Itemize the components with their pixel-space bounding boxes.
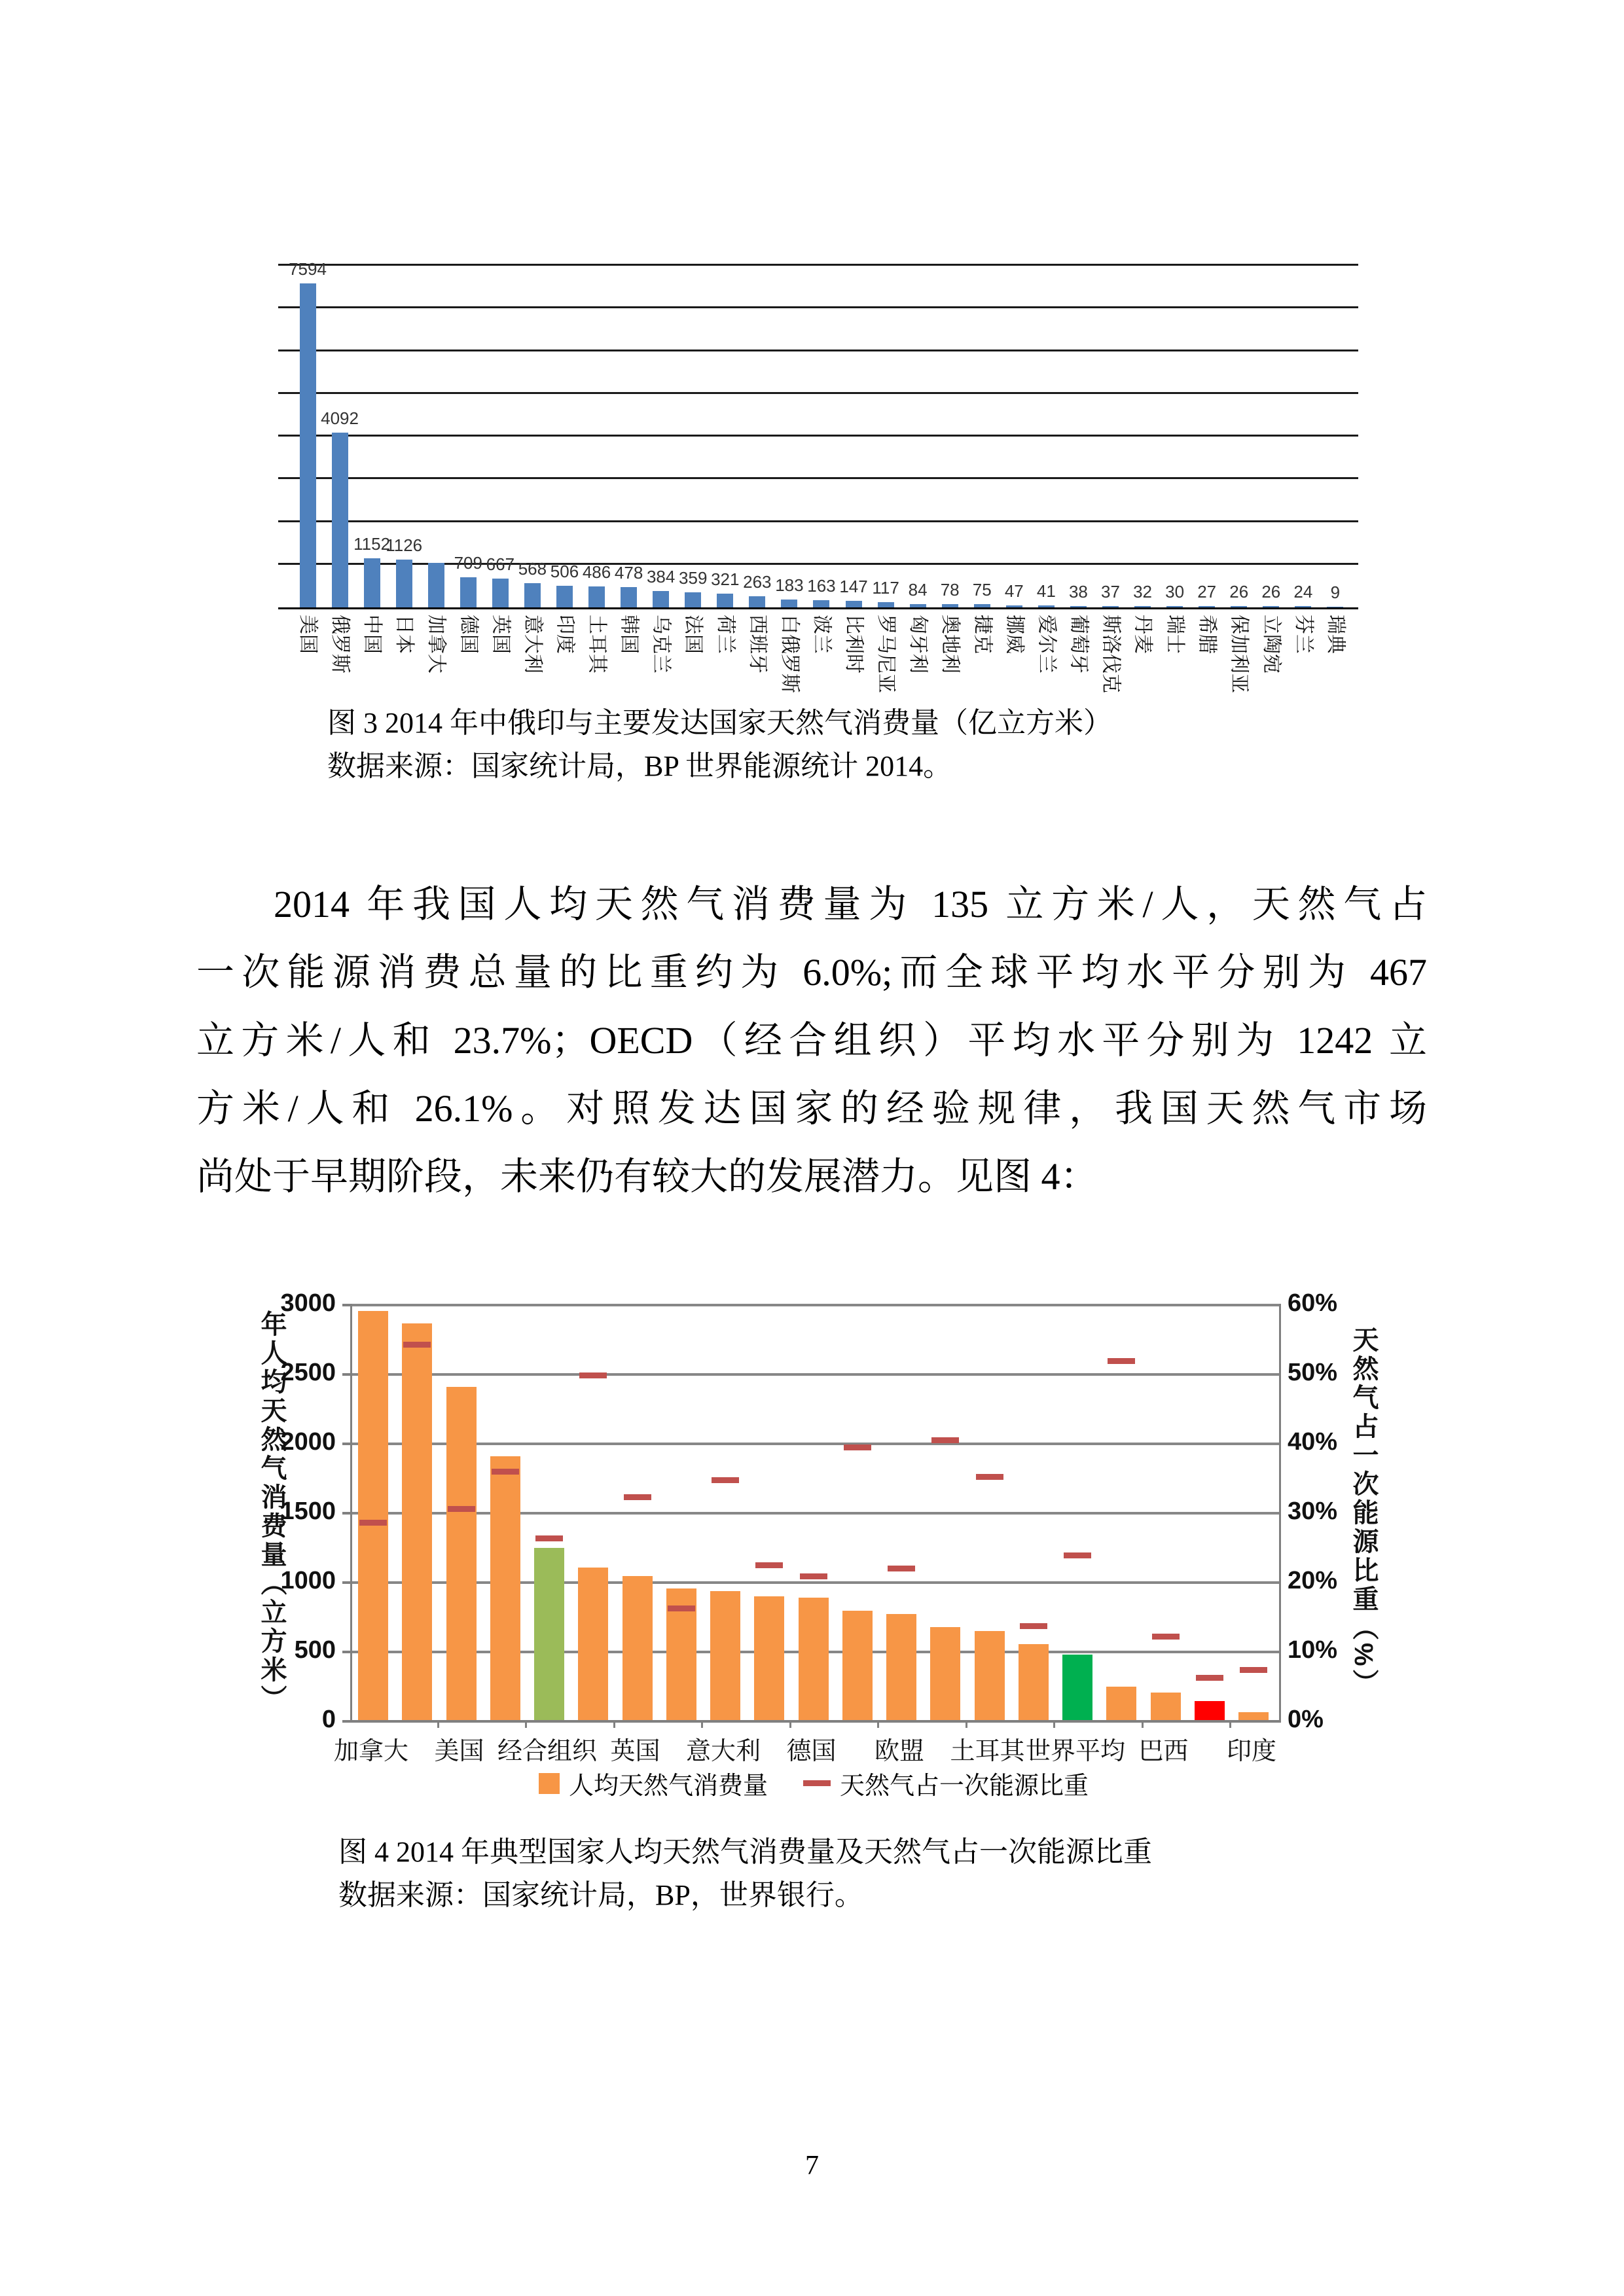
x-axis-label-意大利: 意大利 [522,615,544,673]
x-axis-label-希腊: 希腊 [1196,615,1218,654]
bar [754,1596,784,1720]
x-axis-label-荷兰: 荷兰 [714,615,736,654]
share-marker [800,1573,827,1579]
bar-波兰 [813,600,829,607]
bar-世界平均 [1062,1655,1092,1720]
x-tick-mark [437,1720,439,1728]
x-axis-label-俄罗斯: 俄罗斯 [329,615,352,673]
x-axis-label-斯洛伐克: 斯洛伐克 [1100,615,1122,693]
left-tick-mark [342,1443,350,1445]
bar-西班牙 [749,596,765,607]
bar-value-label: 26 [1261,582,1281,602]
bar-加拿大 [428,563,444,607]
bar-value-label: 84 [908,579,928,600]
bar-value-label: 667 [486,554,515,575]
bar-比利时 [846,601,862,607]
bar-经合组织 [534,1548,564,1720]
bar-value-label: 263 [743,571,772,592]
bar-英国 [492,579,509,607]
bar-德国 [460,577,477,607]
left-axis-tick: 2000 [280,1428,336,1456]
body-text-line: 方米/人和 26.1%。对照发达国家的经验规律，我国天然气市场 [196,1087,1427,1130]
bar-爱尔兰 [1038,605,1055,607]
bar-value-label: 75 [972,580,992,600]
bar [842,1611,873,1720]
bar-value-label: 147 [839,577,868,597]
x-axis-label-奥地利: 奥地利 [939,615,962,673]
x-axis-label-土耳其: 土耳其 [586,615,608,673]
left-axis-tick: 0 [321,1706,336,1733]
left-axis-tick: 1500 [280,1498,336,1525]
bar-value-label: 38 [1068,581,1088,601]
legend-bar-label: 人均天然气消费量 [568,1772,768,1800]
bar-芬兰 [1295,606,1311,607]
bar [930,1627,960,1720]
gridline [352,1373,1279,1376]
share-marker [535,1535,563,1541]
page-number: 7 [805,2151,819,2181]
bar-土耳其 [975,1631,1005,1720]
gridline [278,392,1358,394]
bar [490,1456,520,1720]
x-axis-label-葡萄牙: 葡萄牙 [1068,615,1090,673]
gridline [278,435,1358,437]
gridline [278,520,1358,522]
x-axis-label-芬兰: 芬兰 [1292,615,1314,654]
bar-value-label: 478 [614,562,643,583]
bar-value-label: 1126 [386,535,423,555]
figure-4-right-axis-title: 天然气占一次能源比重（%） [1349,1326,1378,1698]
x-axis-label-法国: 法国 [682,615,704,654]
x-tick-mark [965,1720,967,1728]
figure3-caption-title: 图 3 2014 年中俄印与主要发达国家天然气消费量（亿立方米） [327,707,1112,739]
bar-value-label: 26 [1229,582,1249,602]
share-marker [888,1566,915,1571]
x-axis-label-丹麦: 丹麦 [1132,615,1154,654]
x-axis-label-乌克兰: 乌克兰 [650,615,672,673]
x-tick-mark [789,1720,791,1728]
bar-法国 [685,592,701,607]
bar-奥地利 [942,604,958,607]
bar-捷克 [974,604,990,607]
x-tick-mark [701,1720,703,1728]
x-tick-mark [1053,1720,1055,1728]
bar-value-label: 709 [454,552,482,573]
x-tick-mark [1142,1720,1144,1728]
x-axis-label-瑞典: 瑞典 [1324,615,1346,654]
share-marker [668,1605,695,1611]
bar [1195,1701,1225,1720]
left-axis-tick: 1000 [280,1567,336,1594]
bar-印度 [556,586,573,607]
bar-value-label: 506 [550,561,579,581]
left-tick-mark [342,1651,350,1653]
share-marker [844,1444,871,1450]
gridline [352,1304,1279,1306]
left-tick-mark [342,1304,350,1306]
figure-4-chart [257,1289,1378,1840]
x-axis-label-美国: 美国 [434,1738,484,1765]
bar-value-label: 359 [679,567,708,588]
x-axis-label-中国: 中国 [361,615,384,654]
figure-4-legend [350,1765,1277,1801]
body-text-line: 尚处于早期阶段，未来仍有较大的发展潜力。见图 4： [196,1155,1098,1198]
x-axis-label-欧盟: 欧盟 [874,1738,924,1765]
bar-value-label: 183 [775,575,804,596]
gridline [278,306,1358,308]
x-tick-mark [613,1720,615,1728]
bar [578,1568,608,1720]
bar-美国 [300,283,316,608]
bar-value-label: 163 [807,576,836,596]
figure4-caption-title: 图 4 2014 年典型国家人均天然气消费量及天然气占一次能源比重 [338,1836,1152,1868]
bar-value-label: 384 [646,566,676,586]
gridline [278,477,1358,479]
share-marker [976,1474,1003,1480]
legend-bar-swatch [539,1773,560,1794]
x-axis-label-爱尔兰: 爱尔兰 [1036,615,1058,673]
bar-希腊 [1199,606,1215,607]
bar-美国 [446,1387,477,1720]
bar-value-label: 4092 [321,408,359,428]
bar-保加利亚 [1231,606,1247,607]
x-axis-label-挪威: 挪威 [1003,615,1026,654]
right-axis-tick: 0% [1288,1706,1324,1733]
share-marker [359,1520,387,1526]
share-marker [579,1372,607,1378]
x-axis-label-保加利亚: 保加利亚 [1228,615,1250,693]
share-marker [1152,1634,1180,1640]
bar-韩国 [621,587,637,607]
x-axis-label-韩国: 韩国 [618,615,640,654]
legend-dash-label: 天然气占一次能源比重 [840,1772,1089,1800]
x-axis-label-印度: 印度 [554,615,576,654]
gridline [278,264,1358,266]
bar-value-label: 7594 [289,259,327,279]
left-tick-mark [342,1512,350,1515]
right-axis-tick: 10% [1288,1636,1338,1664]
left-axis-tick: 2500 [280,1359,336,1386]
x-axis-label-捷克: 捷克 [971,615,994,654]
gridline [278,350,1358,351]
x-axis-label-西班牙: 西班牙 [746,615,768,673]
x-axis-label-瑞士: 瑞士 [1164,615,1186,654]
left-tick-mark [342,1373,350,1376]
x-axis-label-意大利: 意大利 [685,1738,761,1765]
figure4-caption-source: 数据来源：国家统计局，BP，世界银行。 [338,1879,863,1911]
bar-乌克兰 [653,591,669,607]
x-axis-label-巴西: 巴西 [1138,1738,1189,1765]
bar-荷兰 [717,594,733,607]
share-marker [1196,1675,1223,1681]
share-marker [712,1477,739,1483]
bar [1019,1644,1049,1720]
bar-value-label: 41 [1036,581,1056,601]
bar-立陶宛 [1263,606,1279,607]
share-marker [448,1506,475,1512]
x-axis-label-世界平均: 世界平均 [1025,1738,1125,1765]
x-axis-label-加拿大: 加拿大 [333,1738,408,1765]
bar-value-label: 37 [1101,581,1120,601]
figure-3-chart [278,259,1358,717]
x-axis-label-经合组织: 经合组织 [497,1738,597,1765]
bar-value-label: 1152 [353,533,391,554]
x-axis-label-德国: 德国 [458,615,480,654]
right-axis-tick: 40% [1288,1428,1338,1456]
share-marker [624,1494,651,1500]
bar-意大利 [524,583,541,607]
bar-意大利 [710,1591,740,1720]
share-marker [1108,1358,1135,1364]
bar-英国 [623,1576,653,1720]
figure4-caption [338,1831,1152,1917]
bar-value-label: 117 [872,578,899,598]
share-marker [1020,1623,1047,1629]
x-axis-label-英国: 英国 [610,1738,660,1765]
bar-value-label: 78 [940,579,960,600]
left-tick-mark [342,1720,350,1723]
share-marker [492,1469,519,1475]
x-axis-label-匈牙利: 匈牙利 [907,615,929,673]
x-axis-label-罗马尼亚: 罗马尼亚 [875,615,897,693]
right-axis-tick: 30% [1288,1498,1338,1525]
x-axis-label-印度: 印度 [1226,1738,1276,1765]
bar [1106,1687,1136,1720]
left-axis-tick: 500 [294,1636,336,1664]
bar-value-label: 27 [1197,582,1217,602]
figure3-caption-source: 数据来源：国家统计局，BP 世界能源统计 2014。 [327,750,952,782]
figure-4-plot-area [350,1304,1281,1723]
bar-中国 [364,558,380,607]
body-text-line: 一次能源消费总量的比重约为 6.0%;而全球平均水平分别为 467 [196,951,1427,994]
bar-value-label: 486 [582,562,611,583]
x-tick-mark [877,1720,879,1728]
bar-土耳其 [588,586,605,607]
figure3-caption [327,702,1112,788]
x-axis-label-波兰: 波兰 [810,615,833,654]
x-axis-label-德国: 德国 [786,1738,837,1765]
x-axis-label-加拿大: 加拿大 [425,615,448,673]
legend-dash-swatch [803,1780,831,1786]
figure-3-plot-area [278,259,1358,609]
bar-印度 [1238,1712,1269,1720]
x-axis-label-白俄罗斯: 白俄罗斯 [778,615,801,693]
x-axis-label-立陶宛: 立陶宛 [1260,615,1282,673]
body-text-line: 2014 年我国人均天然气消费量为 135 立方米/人，天然气占 [274,883,1427,925]
share-marker [755,1562,783,1568]
bar-value-label: 321 [711,569,740,590]
right-axis-tick: 60% [1288,1289,1338,1317]
bar-value-label: 568 [518,558,547,579]
x-axis-label-土耳其: 土耳其 [950,1738,1025,1765]
bar-value-label: 30 [1165,582,1185,602]
bar-value-label: 9 [1330,583,1341,603]
body-paragraph [196,870,1427,1211]
bar-挪威 [1006,605,1022,607]
right-axis-tick: 50% [1288,1359,1338,1386]
right-axis-tick: 20% [1288,1567,1338,1594]
figure-4-left-axis-title: 年人均天然气消费量（立方米） [257,1310,286,1713]
gridline [352,1443,1279,1445]
x-tick-mark [1229,1720,1231,1728]
x-axis-label-比利时: 比利时 [843,615,865,673]
body-text-line: 立方米/人和 23.7%；OECD（经合组织）平均水平分别为 1242 立 [196,1019,1427,1062]
x-axis-label-美国: 美国 [297,615,319,654]
share-marker [403,1342,431,1348]
bar-匈牙利 [910,604,926,607]
x-axis-label-英国: 英国 [490,615,512,654]
share-marker [931,1437,959,1443]
x-axis-label-日本: 日本 [393,615,416,654]
bar-德国 [799,1598,829,1720]
bar-value-label: 32 [1133,581,1153,601]
bar-巴西 [1151,1693,1181,1720]
bar-欧盟 [886,1614,916,1720]
bar-葡萄牙 [1070,606,1087,607]
bar [402,1323,432,1720]
bar-丹麦 [1134,606,1151,607]
share-marker [1240,1667,1267,1673]
left-tick-mark [342,1581,350,1584]
bar-value-label: 47 [1004,581,1024,601]
x-tick-mark [525,1720,527,1728]
bar-日本 [396,560,412,607]
bar-白俄罗斯 [781,600,797,607]
bar-value-label: 24 [1293,582,1313,602]
bar-罗马尼亚 [878,602,894,607]
bar-瑞士 [1166,606,1183,607]
share-marker [1064,1552,1091,1558]
bar-加拿大 [358,1311,388,1720]
bar-斯洛伐克 [1102,606,1119,607]
bar-俄罗斯 [332,433,348,607]
left-axis-tick: 3000 [280,1289,336,1317]
